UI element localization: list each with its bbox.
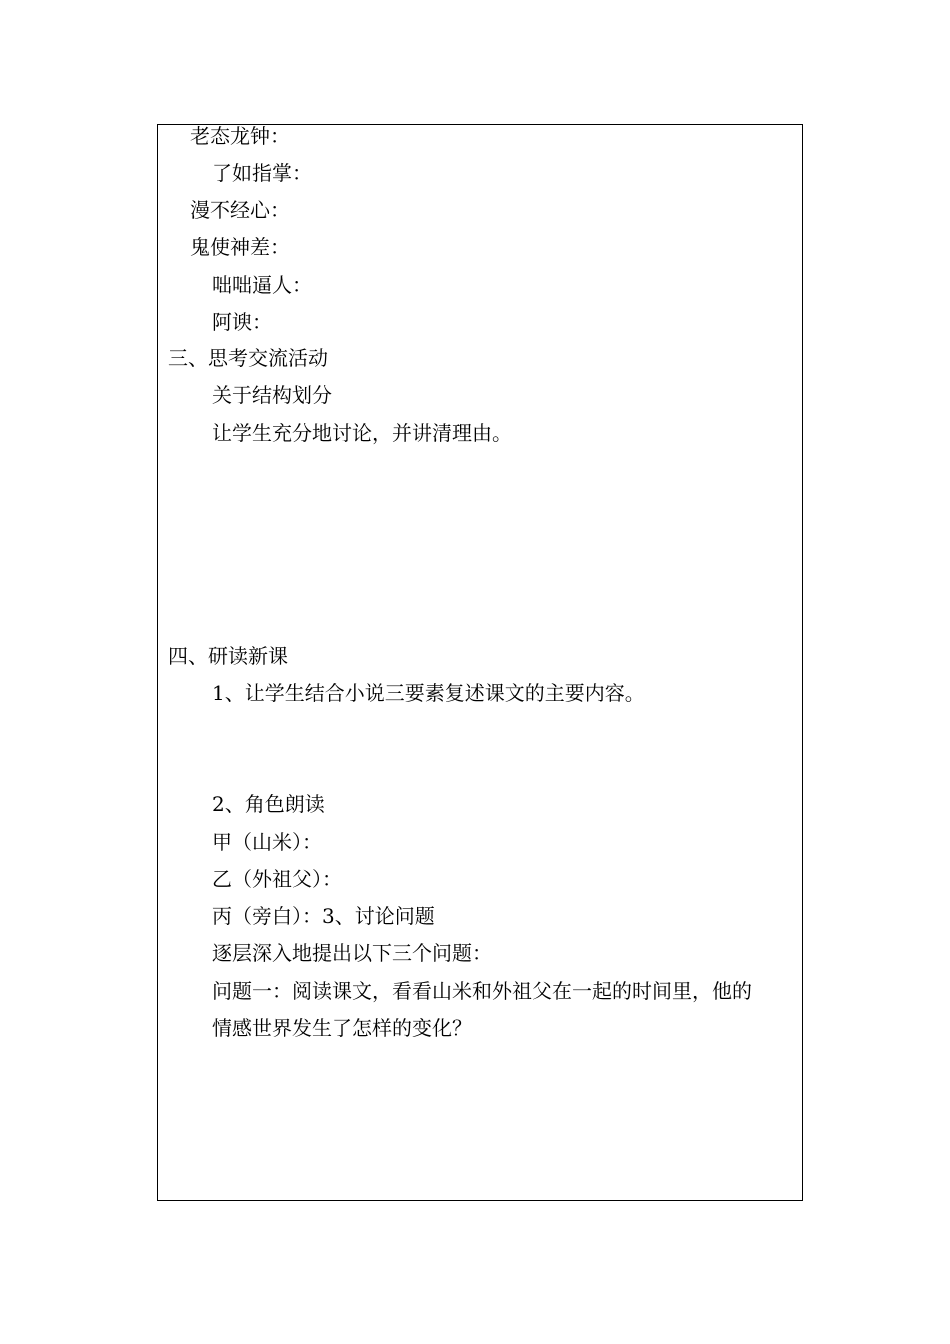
vocab-item-ayu: 阿谀： (212, 310, 272, 334)
task-2-role-reading: 2、角色朗读 (212, 792, 325, 816)
question-intro: 逐层深入地提出以下三个问题： (212, 941, 492, 965)
role-bing-and-task-3: 丙（旁白）：3、讨论问题 (212, 904, 435, 928)
structure-division-text: 关于结构划分 (212, 383, 332, 407)
vocab-item-duoduobiren: 咄咄逼人： (212, 273, 312, 297)
vocab-item-laotailongzhong: 老态龙钟： (190, 124, 290, 148)
vocab-item-guishishencha: 鬼使神差： (190, 235, 290, 259)
discussion-instruction: 让学生充分地讨论，并讲清理由。 (212, 421, 512, 445)
vocab-item-liaoruzhizhang: 了如指掌： (212, 161, 312, 185)
section-heading-3: 三、思考交流活动 (168, 346, 328, 370)
task-1-retell: 1、让学生结合小说三要素复述课文的主要内容。 (212, 681, 645, 705)
section-heading-4: 四、研读新课 (168, 644, 288, 668)
role-jia: 甲（山米）： (212, 830, 322, 854)
role-yi: 乙（外祖父）： (212, 867, 342, 891)
vocab-item-manbujingxin: 漫不经心： (190, 198, 290, 222)
question-1-line-1: 问题一：阅读课文，看看山米和外祖父在一起的时间里，他的 (212, 979, 752, 1003)
question-1-line-2: 情感世界发生了怎样的变化？ (212, 1016, 472, 1040)
